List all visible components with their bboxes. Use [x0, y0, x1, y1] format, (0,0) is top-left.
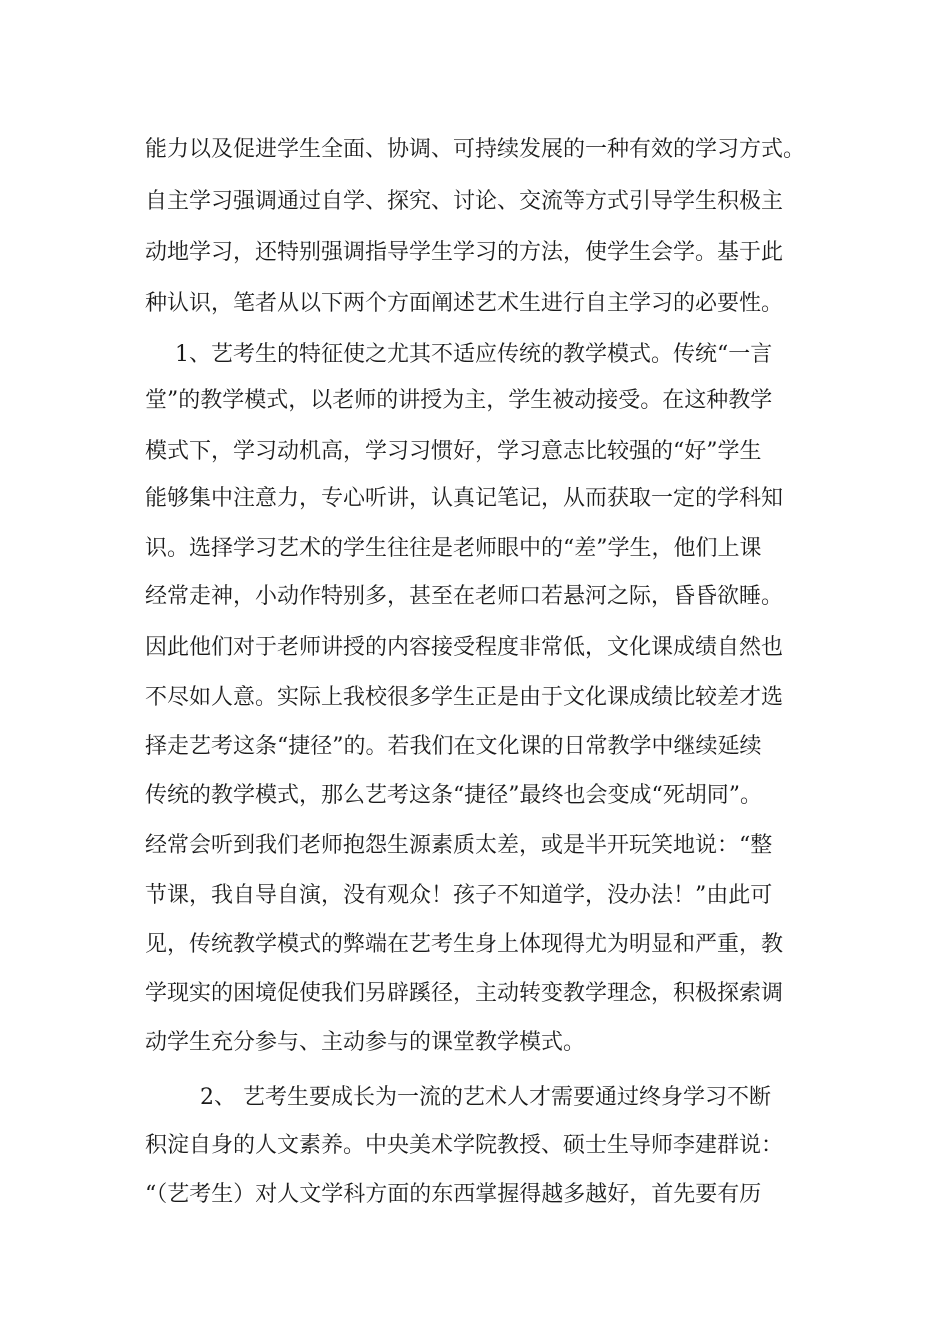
- text-line: 自主学习强调通过自学、探究、讨论、交流等方式引导学生积极主: [145, 189, 784, 214]
- text-line: 积淀自身的人文素养。中央美术学院教授、硕士生导师李建群说：: [145, 1133, 784, 1158]
- text-line: “（艺考生）对人文学科方面的东西掌握得越多越好，首先要有历: [145, 1182, 762, 1207]
- text-line: 1、艺考生的特征使之尤其不适应传统的教学模式。传统“一言: [175, 342, 773, 367]
- text-line: 堂”的教学模式，以老师的讲授为主，学生被动接受。在这种教学: [145, 388, 773, 413]
- text-line: 传统的教学模式，那么艺考这条“捷径”最终也会变成“死胡同”。: [145, 783, 762, 808]
- text-line: 种认识，笔者从以下两个方面阐述艺术生进行自主学习的必要性。: [145, 291, 784, 316]
- text-line: 2、 艺考生要成长为一流的艺术人才需要通过终身学习不断: [200, 1085, 771, 1110]
- text-line: 能力以及促进学生全面、协调、可持续发展的一种有效的学习方式。: [145, 137, 806, 162]
- text-line: 动地学习，还特别强调指导学生学习的方法，使学生会学。基于此: [145, 240, 784, 265]
- text-line: 见，传统教学模式的弊端在艺考生身上体现得尤为明显和严重，教: [145, 932, 784, 957]
- text-line: 经常会听到我们老师抱怨生源素质太差，或是半开玩笑地说：“整: [145, 833, 773, 858]
- text-line: 因此他们对于老师讲授的内容接受程度非常低，文化课成绩自然也: [145, 635, 784, 660]
- text-line: 模式下，学习动机高，学习习惯好，学习意志比较强的“好”学生: [145, 439, 762, 464]
- text-line: 经常走神，小动作特别多，甚至在老师口若悬河之际，昏昏欲睡。: [145, 584, 784, 609]
- text-line: 识。选择学习艺术的学生往往是老师眼中的“差”学生，他们上课: [145, 536, 762, 561]
- text-line: 动学生充分参与、主动参与的课堂教学模式。: [145, 1030, 586, 1055]
- text-line: 能够集中注意力，专心听讲，认真记笔记，从而获取一定的学科知: [145, 486, 784, 511]
- text-line: 不尽如人意。实际上我校很多学生正是由于文化课成绩比较差才选: [145, 685, 784, 710]
- text-line: 节课，我自导自演，没有观众！孩子不知道学，没办法！”由此可: [145, 883, 773, 908]
- text-line: 学现实的困境促使我们另辟蹊径，主动转变教学理念，积极探索调: [145, 981, 784, 1006]
- text-line: 择走艺考这条“捷径”的。若我们在文化课的日常教学中继续延续: [145, 734, 762, 759]
